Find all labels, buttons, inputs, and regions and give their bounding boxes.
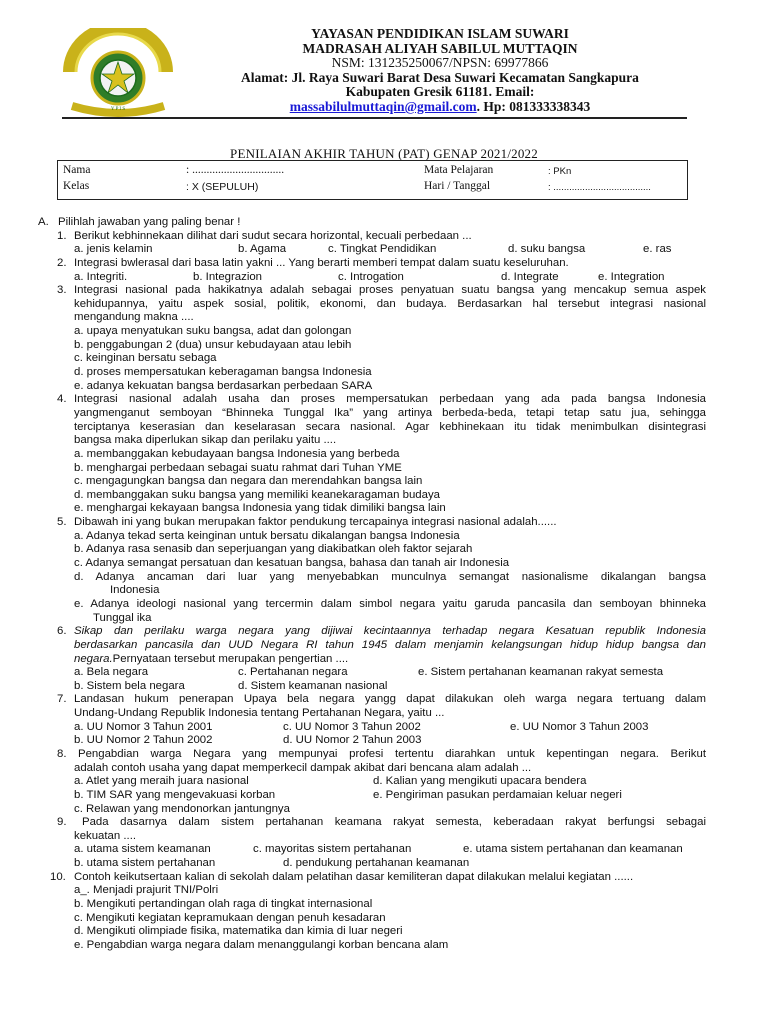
phone: . Hp: 081333338343	[476, 98, 591, 114]
subject-value: : PKn	[548, 166, 572, 177]
question-text-cont: berdasarkan pancasila dan UUD Negara RI tahun 1945 dalam menjamin kelangsungan hidup hidup bangsa dan	[74, 638, 706, 651]
option-e[interactable]: e. Integration	[598, 270, 665, 283]
question-10	[38, 871, 710, 885]
option-c[interactable]: c. UU Nomor 3 Tahun 2002	[283, 720, 421, 733]
option-a[interactable]: a. membanggakan kebudayaan bangsa Indonesia yang berbeda	[74, 447, 400, 460]
question-number: 8.	[57, 747, 67, 760]
question-9	[38, 816, 710, 830]
option-a[interactable]: a. utama sistem keamanan	[74, 843, 211, 856]
question-text: Contoh keikutsertaan kalian di sekolah dalam pelatihan dasar kemiliteran dapat dilakukan melalui kegiatan ......	[74, 870, 634, 883]
option-c[interactable]: c. mengagungkan bangsa dan negara dan merendahkan bangsa lain	[74, 475, 423, 488]
option-c[interactable]: c. Mengikuti kegiatan kepramukaan dengan penuh kesadaran	[74, 911, 386, 924]
option-a[interactable]: a_. Menjadi prajurit TNI/Polri	[74, 884, 219, 897]
question-number: 9.	[57, 816, 67, 829]
subject-label: Mata Pelajaran	[424, 164, 494, 176]
question-text-cont: mengandung makna ....	[74, 311, 194, 324]
option-a[interactable]: a. UU Nomor 3 Tahun 2001	[74, 720, 213, 733]
option-c[interactable]: c. Pertahanan negara	[238, 666, 348, 679]
question-1	[38, 230, 710, 244]
date-label: Hari / Tanggal	[424, 180, 491, 192]
option-d[interactable]: d. membanggakan suku bangsa yang memiliki keanekaragaman budaya	[74, 488, 440, 501]
class-label: Kelas	[63, 180, 90, 192]
question-8	[38, 748, 710, 762]
question-text: Berikut kebhinnekaan dilihat dari sudut secara horizontal, kecuali perbedaan ...	[74, 229, 472, 242]
option-d[interactable]: d. suku bangsa	[508, 243, 586, 256]
option-b[interactable]: b. TIM SAR yang mengevakuasi korban	[74, 788, 276, 801]
option-d[interactable]: d. Adanya ancaman dari luar yang menyebabkan munculnya semangat nasionalisme dikalangan bangsa	[74, 570, 706, 583]
question-text-italic: negara.	[74, 652, 113, 665]
option-a[interactable]: a. Atlet yang meraih juara nasional	[74, 775, 249, 788]
option-a[interactable]: a. Adanya tekad serta keinginan untuk bersatu dikalangan bangsa Indonesia	[74, 529, 460, 542]
question-9-options	[38, 843, 710, 857]
school-name: MADRASAH ALIYAH SABILUL MUTTAQIN	[302, 40, 578, 56]
question-1-options	[38, 243, 710, 257]
option-b[interactable]: b. Sistem bela negara	[74, 679, 185, 692]
letterhead	[180, 27, 700, 115]
option-d[interactable]: d. Sistem keamanan nasional	[238, 679, 388, 692]
question-text: Integrasi nasional adalah usaha dan proses mempersatukan perbedaan yang ada pada bangsa Indonesia	[74, 393, 706, 406]
question-text: Integrasi nasional pada hakikatnya adalah sebagai proses penyatuan suatu bangsa yang mencakup semua aspek	[74, 284, 706, 297]
option-e[interactable]: e. Pengabdian warga negara dalam menanggulangi korban bencana alam	[74, 938, 449, 951]
option-d[interactable]: d. pendukung pertahanan keamanan	[283, 857, 470, 870]
option-e[interactable]: e. UU Nomor 3 Tahun 2003	[510, 720, 649, 733]
option-c[interactable]: c. Tingkat Pendidikan	[328, 243, 437, 256]
option-e-cont: Tunggal ika	[93, 611, 152, 624]
section-heading	[38, 216, 710, 230]
question-number: 10.	[50, 870, 66, 883]
option-b[interactable]: b. penggabungan 2 (dua) unsur kebudayaan atau lebih	[74, 338, 352, 351]
name-field[interactable]: : ................................	[186, 164, 285, 176]
question-text: Dibawah ini yang bukan merupakan faktor pendukung tercapainya integrasi nasional adalah......	[74, 516, 557, 529]
question-number: 2.	[57, 256, 67, 269]
option-b[interactable]: b. Agama	[238, 243, 287, 256]
option-d[interactable]: d. UU Nomor 2 Tahun 2003	[283, 734, 422, 747]
option-a[interactable]: a. jenis kelamin	[74, 243, 153, 256]
logo-bottom-text: Y P I S	[110, 107, 126, 112]
address-line-2: Kabupaten Gresik 61181. Email:	[345, 84, 535, 100]
option-e[interactable]: e. menghargai kekayaan bangsa Indonesia yang tidak dimiliki bangsa lain	[74, 502, 446, 515]
question-2	[38, 257, 710, 271]
question-5	[38, 516, 710, 530]
question-6	[38, 625, 710, 639]
address-line-1: Alamat: Jl. Raya Suwari Barat Desa Suwari Kecamatan Sangkapura	[241, 69, 639, 85]
option-b[interactable]: b. menghargai perbedaan sebagai suatu rahmat dari Tuhan YME	[74, 461, 402, 474]
option-b[interactable]: b. Adanya rasa senasib dan seperjuangan yang diakibatkan oleh faktor sejarah	[74, 543, 473, 556]
school-ids: NSM: 131235250067/NPSN: 69977866	[331, 55, 549, 71]
class-value: : X (SEPULUH)	[186, 181, 259, 193]
option-c[interactable]: c. keinginan bersatu sebaga	[74, 352, 217, 365]
student-info-box	[57, 160, 688, 200]
option-b[interactable]: b. Mengikuti pertandingan olah raga di tingkat internasional	[74, 898, 373, 911]
question-text-cont: terciptanya keserasian dan keselarasan secara nasional. Agar kebhinekaan itu tidak menimbulkan disintegrasi	[74, 420, 706, 433]
question-number: 6.	[57, 625, 67, 638]
question-text-cont: Pernyataan tersebut merupakan pengertian ....	[112, 652, 349, 665]
question-list	[38, 216, 710, 953]
option-d[interactable]: d. proses mempersatukan keberagaman bangsa Indonesia	[74, 366, 372, 379]
question-text-cont: Undang-Undang Republik Indonesia tentang Pertahanan Negara, yaitu ...	[74, 707, 445, 720]
question-text-cont: yangmenganut semboyan “Bhinneka Tunggal Ika” yang artinya berbeda-beda, tetapi tetap satu jua, sehingga	[74, 406, 706, 419]
option-b[interactable]: b. UU Nomor 2 Tahun 2002	[74, 734, 213, 747]
option-d[interactable]: d. Kalian yang mengikuti upacara bendera	[373, 775, 587, 788]
option-e[interactable]: e. ras	[643, 243, 672, 256]
date-field[interactable]: : .....................................	[548, 182, 651, 193]
question-6-options	[38, 666, 710, 680]
option-e[interactable]: e. adanya kekuatan bangsa berdasarkan perbedaan SARA	[74, 379, 373, 392]
question-text: Landasan hukum penerapan Upaya bela negara yangg dapat dilakukan oleh warga negara tertuang dalam	[74, 693, 706, 706]
option-e[interactable]: e. Sistem pertahanan keamanan rakyat semesta	[418, 666, 664, 679]
option-a[interactable]: a. Integriti.	[74, 270, 128, 283]
question-number: 5.	[57, 516, 67, 529]
option-d[interactable]: d. Mengikuti olimpiade fisika, matematika dan kimia di luar negeri	[74, 925, 403, 938]
name-label: Nama	[63, 164, 91, 176]
option-e[interactable]: e. Adanya ideologi nasional yang tercermin dalam simbol negara yaitu garuda pancasila dan semboyan bhinneka	[74, 597, 706, 610]
section-instruction: Pilihlah jawaban yang paling benar !	[58, 216, 241, 228]
option-d[interactable]: d. Integrate	[501, 270, 559, 283]
question-3	[38, 284, 710, 298]
option-b[interactable]: b. utama sistem pertahanan	[74, 857, 216, 870]
option-d-cont: Indonesia	[110, 584, 160, 597]
option-a[interactable]: a. upaya menyatukan suku bangsa, adat dan golongan	[74, 325, 352, 338]
question-7-options	[38, 721, 710, 735]
question-2-options	[38, 271, 710, 285]
question-text-cont: kekuatan ....	[74, 829, 137, 842]
question-text-cont: kehidupannya, yaitu aspek sosial, politik, ekonomi, dan budaya. Berdasarkan hal tersebut integrasi nasional	[74, 297, 706, 310]
question-text: Pada dasarnya dalam sistem pertahanan keamana rakyat semesta, keberadaan rakyat berfungsi sebagai	[82, 816, 706, 829]
question-number: 3.	[57, 284, 67, 297]
question-7	[38, 693, 710, 707]
question-4	[38, 393, 710, 407]
header-divider	[62, 117, 687, 119]
option-a[interactable]: a. Bela negara	[74, 666, 149, 679]
question-number: 1.	[57, 229, 67, 242]
option-c[interactable]: c. mayoritas sistem pertahanan	[253, 843, 412, 856]
email-link[interactable]: massabilulmuttaqin@gmail.com	[289, 98, 477, 114]
exam-title: PENILAIAN AKHIR TAHUN (PAT) GENAP 2021/2022	[230, 146, 538, 161]
question-text: Pengabdian warga Negara yang mempunyai profesi tertentu diarahkan untuk kepentingan negara. Berikut	[78, 747, 706, 760]
option-e[interactable]: e. utama sistem pertahanan dan keamanan	[463, 843, 683, 856]
question-number: 7.	[57, 693, 67, 706]
question-text: Integrasi bwlerasal dari basa latin yakni ... Yang berarti memberi tempat dalam suatu keseluruhan.	[74, 256, 569, 269]
question-text-cont: adalah contoh usaha yang dapat memperkecil dampak akibat dari bencana alam adalah ...	[74, 761, 532, 774]
option-c[interactable]: c. Adanya semangat persatuan dan kesatuan bangsa, bahasa dan tanah air Indonesia	[74, 557, 510, 570]
option-c[interactable]: c. Introgation	[338, 270, 404, 283]
option-c[interactable]: c. Relawan yang mendonorkan jantungnya	[74, 802, 290, 815]
question-text-cont: bangsa maka diperlukan sikap dan perilaku yaitu ....	[74, 434, 337, 447]
option-e[interactable]: e. Pengiriman pasukan perdamaian keluar negeri	[373, 788, 622, 801]
question-number: 4.	[57, 393, 67, 406]
section-letter: A.	[38, 216, 49, 228]
school-logo	[62, 28, 174, 120]
foundation-name: YAYASAN PENDIDIKAN ISLAM SUWARI	[311, 26, 569, 41]
question-8-options	[38, 775, 710, 789]
option-b[interactable]: b. Integrazion	[193, 270, 263, 283]
question-text: Sikap dan perilaku warga negara yang dijiwai kecintaannya terhadap negara Kesatuan republik Indonesia	[74, 625, 706, 638]
